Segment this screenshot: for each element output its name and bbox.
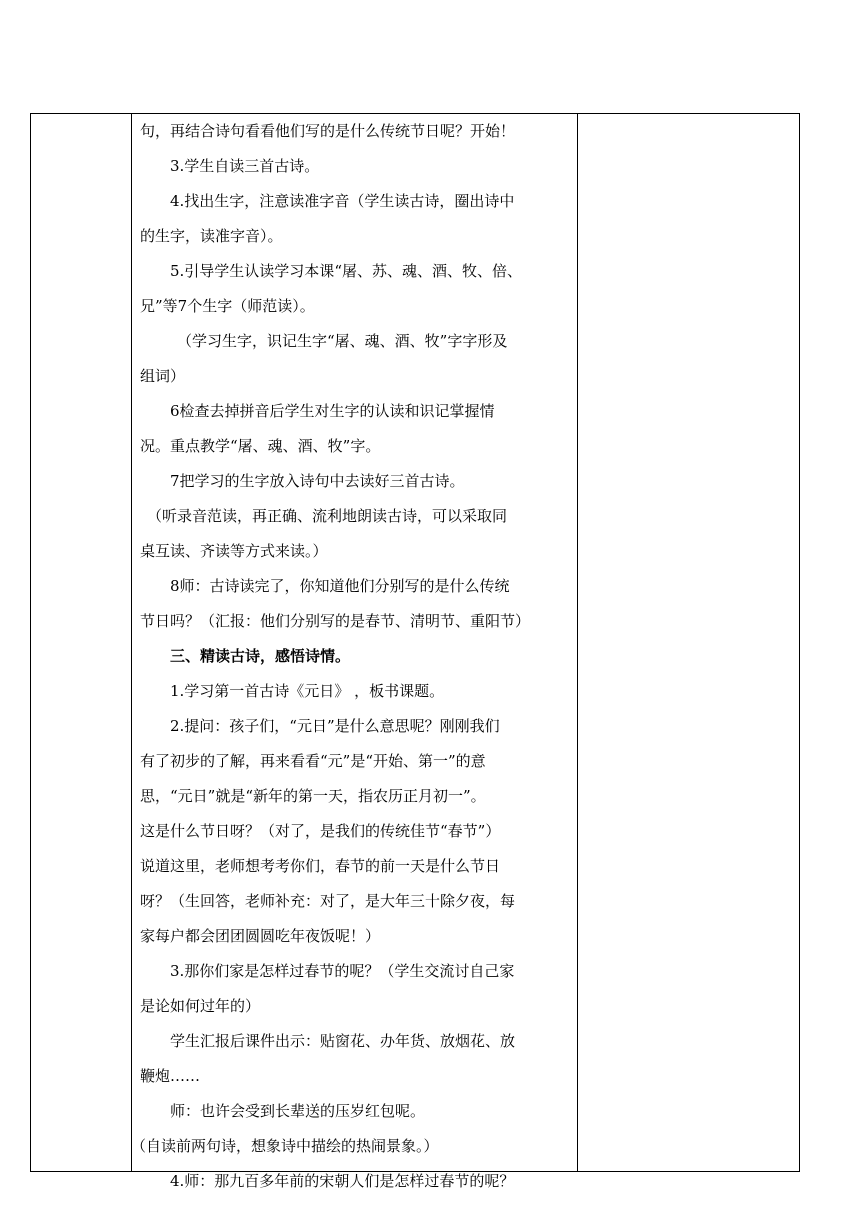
text-line: 的生字，读准字音）。: [140, 227, 283, 245]
text-line: 况。重点教学“屠、魂、酒、牧”字。: [140, 437, 381, 455]
text-line: 2.提问：孩子们，“元日”是什么意思呢？刚刚我们: [170, 717, 500, 735]
text-line: 7把学习的生字放入诗句中去读好三首古诗。: [170, 472, 465, 490]
text-line: 是论如何过年的）: [140, 997, 261, 1015]
text-line: 这是什么节日呀？（对了，是我们的传统佳节“春节”）: [140, 822, 501, 840]
text-line: 呀？（生回答，老师补充：对了，是大年三十除夕夜，每: [140, 892, 516, 910]
text-line: 节日吗？（汇报：他们分别写的是春节、清明节、重阳节）: [140, 612, 531, 630]
text-line: 4.找出生字，注意读准字音（学生读古诗，圈出诗中: [170, 192, 515, 210]
text-line: （听录音范读，再正确、流利地朗读古诗，可以采取同: [147, 507, 508, 525]
text-line: 4.师：那九百多年前的宋朝人们是怎样过春节的呢？: [170, 1172, 515, 1190]
text-line: 说道这里，老师想考考你们，春节的前一天是什么节日: [140, 857, 501, 875]
section-heading: 三、精读古诗，感悟诗情。: [170, 647, 351, 665]
text-line: 8师：古诗读完了，你知道他们分别写的是什么传统: [170, 577, 510, 595]
text-line: 鞭炮……: [140, 1067, 201, 1085]
text-line: 桌互读、齐读等方式来读。）: [140, 542, 328, 560]
text-line: 句，再结合诗句看看他们写的是什么传统节日呢？开始！: [140, 122, 516, 140]
column-divider-left: [131, 114, 132, 1171]
text-line: 3.学生自读三首古诗。: [170, 157, 320, 175]
text-line: 3.那你们家是怎样过春节的呢？（学生交流讨自己家: [170, 962, 515, 980]
text-line: （自读前两句诗，想象诗中描绘的热闹景象。）: [131, 1137, 439, 1155]
lesson-table: [30, 113, 800, 1190]
text-line: 家每户都会团团圆圆吃年夜饭呢！）: [140, 927, 381, 945]
text-line: 思，“元日”就是“新年的第一天，指农历正月初一”。: [140, 787, 486, 805]
text-line: 有了初步的了解，再来看看“元”是“开始、第一”的意: [140, 752, 486, 770]
text-line: 5.引导学生认读学习本课“屠、苏、魂、酒、牧、倍、: [170, 262, 522, 280]
text-line: 学生汇报后课件出示：贴窗花、办年货、放烟花、放: [170, 1032, 516, 1050]
lesson-content: [131, 114, 572, 1199]
text-line: （学习生字，识记生字“屠、魂、酒、牧”字字形及: [177, 332, 508, 350]
text-line: 兄”等7个生字（师范读）。: [140, 297, 315, 315]
text-line: 1.学习第一首古诗《元日》 ，板书课题。: [170, 682, 445, 700]
column-divider-right: [577, 114, 578, 1171]
text-line: 师：也许会受到长辈送的压岁红包呢。: [170, 1102, 426, 1120]
text-line: 6检查去掉拼音后学生对生字的认读和识记掌握情: [170, 402, 495, 420]
text-line: 组词）: [140, 367, 186, 385]
